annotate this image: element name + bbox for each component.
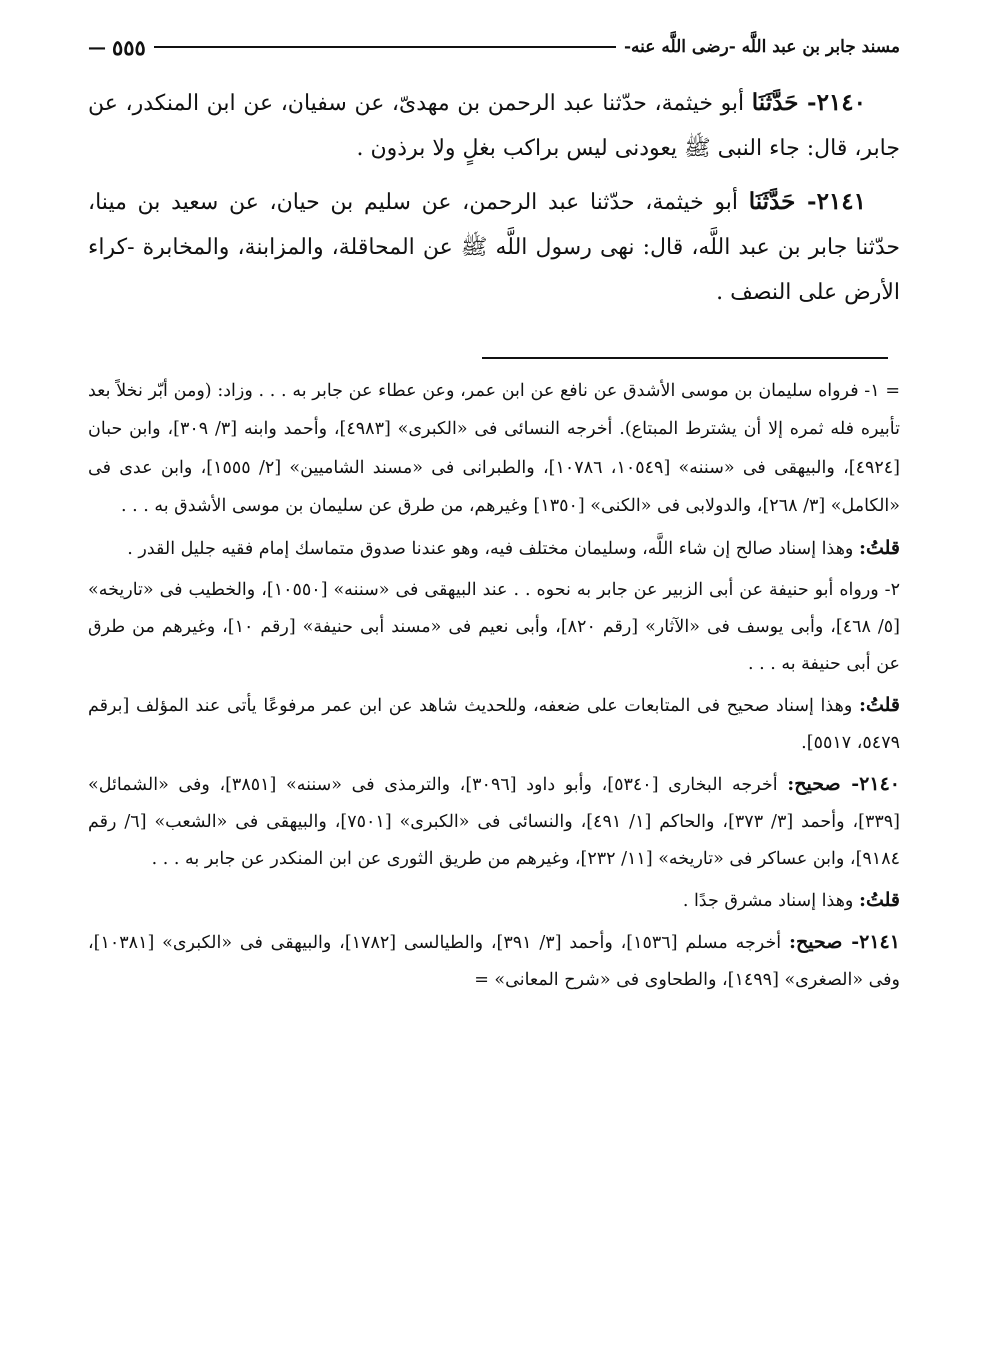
hadith-2141 <box>88 179 900 315</box>
hadith-2140 <box>88 80 900 171</box>
grading-label: ٢١٤٠- صحيح: <box>787 772 900 795</box>
comment-text: وهذا إسناد صحيح فى المتابعات على ضعفه، وللحديث شاهد عن ابن عمر مرفوعًا يأتى عند المؤلف [برقم ٥٤٧٩، ٥٥١٧]. <box>88 695 900 753</box>
comment-text: وهذا إسناد مشرق جدًا . <box>682 890 854 911</box>
footnote-1-comment <box>88 530 900 568</box>
qultu-label: قلتُ: <box>858 693 900 716</box>
hadith-lead: - حَدَّثَنَا <box>751 89 817 116</box>
header-rule <box>154 46 616 48</box>
footnote-2141 <box>88 924 900 999</box>
footnote-text: أخرجه مسلم [١٥٣٦]، وأحمد [٣/ ٣٩١]، والطيالسى [١٧٨٢]، والبيهقى فى «الكبرى» [١٠٣٨١]، وفى «الصغرى» [١٤٩٩]، والطحاوى فى «شرح المعانى» = <box>88 932 900 990</box>
running-header <box>88 32 900 62</box>
book-title: مسند جابر بن عبد اللَّه -رضى اللَّه عنه- <box>623 37 900 57</box>
grading-label: ٢١٤١- صحيح: <box>788 930 900 953</box>
footnote-text: = ١- فرواه سليمان بن موسى الأشدق عن نافع عن ابن عمر، وعن عطاء عن جابر به . . . وزاد: (ومن أبّر نخلاً بعد تأبيره فله ثمره إلا أن يشترط المبتاع). أخرجه النسائى فى «الكبرى» [٤٩٨٣]، وأحمد وابنه [٣/ ٣٠٩]، وابن حبان [٤٩٢٤]، والبيهقى فى «سننه» [١٠٥٤٩، ١٠٧٨٦]، والطبرانى فى «مسند الشاميين» [٢/ ١٥٥٥]، وابن عدى فى «الكامل» [٣/ ٢٦٨]، والدولابى فى «الكنى» [١٣٥٠] وغيرهم، من طرق عن سليمان بن موسى الأشدق به . . . <box>88 381 900 517</box>
hadith-number: ٢١٤٠ <box>816 89 866 116</box>
qultu-label: قلتُ: <box>858 888 900 911</box>
main-text <box>88 80 900 323</box>
hadith-text: أبو خيثمة، حدّثنا عبد الرحمن، عن سليم بن حيان، عن سعيد بن مينا، حدّثنا جابر بن عبد اللَّه، قال: نهى رسول اللَّه ﷺ عن المحاقلة، والمزابنة، والمخابرة -كراء الأرض على النصف . <box>88 190 900 305</box>
qultu-label: قلتُ: <box>858 536 900 559</box>
footnote-text: ٢- ورواه أبو حنيفة عن أبى الزبير عن جابر به نحوه . . عند البيهقى فى «سننه» [١٠٥٥٠]، والخطيب فى «تاريخه» [٥/ ٤٦٨]، وأبى يوسف فى «الآثار» [رقم ٨٢٠]، وأبى نعيم فى «مسند أبى حنيفة» [رقم ١٠]، وغيرهم من طرق عن أبى حنيفة به . . . <box>88 579 900 674</box>
footnote-2140 <box>88 766 900 878</box>
page-number: ٥٥٥ <box>112 34 146 60</box>
footnote-2140-comment <box>88 882 900 920</box>
hadith-number: ٢١٤١ <box>816 188 866 215</box>
hadith-lead: - حَدَّثَنَا <box>748 188 817 215</box>
footnotes <box>88 372 900 1003</box>
hadith-text: أبو خيثمة، حدّثنا عبد الرحمن بن مهدىّ، عن سفيان، عن ابن المنكدر، عن جابر، قال: جاء النبى ﷺ يعودنى ليس براكب بغلٍ ولا برذون . <box>88 91 900 161</box>
footnote-2 <box>88 572 900 683</box>
footnote-text: أخرجه البخارى [٥٣٤٠]، وأبو داود [٣٠٩٦]، والترمذى فى «سننه» [٣٨٥١]، وفى «الشمائل» [٣٣٩]، وأحمد [٣/ ٣٧٣]، والحاكم [١/ ٤٩١]، والنسائى فى «الكبرى» [٧٥٠١]، والبيهقى فى «الشعب» [٦/ رقم ٩١٨٤]، وابن عساكر فى «تاريخه» [١١/ ٢٣٢]، وغيرهم من طريق الثورى عن ابن المنكدر عن جابر به . . . <box>88 774 900 869</box>
footnote-1 <box>88 372 900 526</box>
comment-text: وهذا إسناد صالح إن شاء اللَّه، وسليمان مختلف فيه، وهو عندنا صدوق متماسك إمام فقيه جليل القدر . <box>127 538 854 559</box>
footnote-divider <box>482 357 888 359</box>
footnote-2-comment <box>88 687 900 762</box>
page-number-dash: — <box>88 36 106 58</box>
